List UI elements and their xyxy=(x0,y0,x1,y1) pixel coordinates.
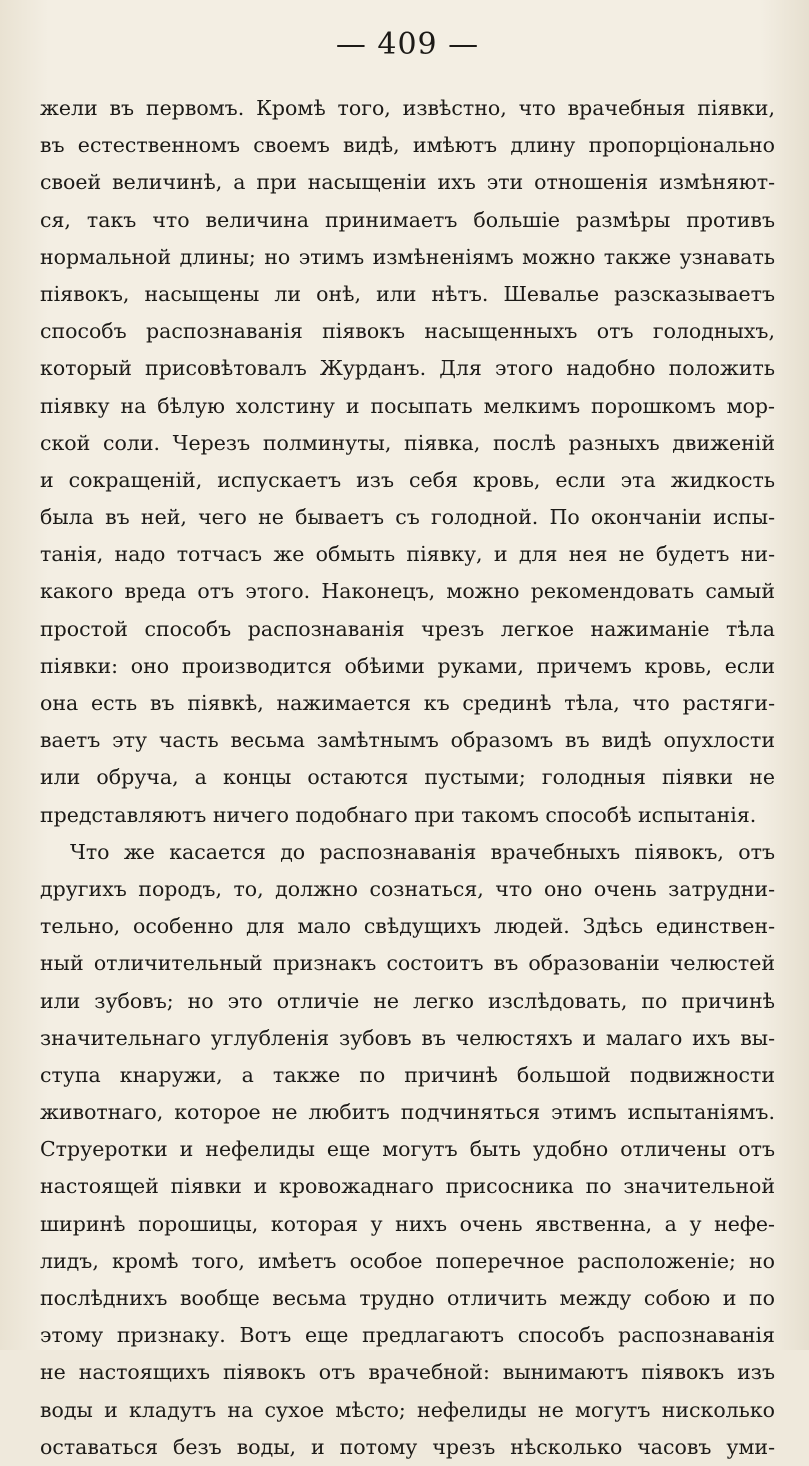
text-line: танія, надо тотчасъ же обмыть піявку, и для нея не будетъ ни- xyxy=(40,542,775,567)
text-line: въ естественномъ своемъ видѣ, имѣютъ длину пропорціонально xyxy=(40,133,775,158)
text-line: ступа кнаружи, а также по причинѣ большой подвижности xyxy=(40,1062,775,1087)
text-line: оставаться безъ воды, и потому чрезъ нѣсколько часовъ уми- xyxy=(40,1434,775,1459)
text-line: піявку на бѣлую холстину и посыпать мелкимъ порошкомъ мор- xyxy=(40,393,775,418)
text-line: простой способъ распознаванія чрезъ легкое нажиманіе тѣла xyxy=(40,616,775,641)
text-line: значительнаго углубленія зубовъ въ челюстяхъ и малаго ихъ вы- xyxy=(40,1025,775,1050)
text-line: настоящей піявки и кровожаднаго присосника по значительной xyxy=(40,1174,775,1199)
text-line: Струеротки и нефелиды еще могутъ быть удобно отличены отъ xyxy=(40,1137,775,1162)
text-line: не настоящихъ піявокъ отъ врачебной: вынимаютъ піявокъ изъ xyxy=(40,1360,775,1385)
text-line: ный отличительный признакъ состоитъ въ образованіи челюстей xyxy=(40,951,775,976)
text-line: нормальной длины; но этимъ измѣненіямъ можно также узнавать xyxy=(40,244,775,269)
text-line: другихъ породъ, то, должно сознаться, что оно очень затрудни- xyxy=(40,876,775,901)
text-line: этому признаку. Вотъ еще предлагаютъ способъ распознаванія xyxy=(40,1323,775,1348)
text-line: піявки: оно производится обѣими руками, причемъ кровь, если xyxy=(40,653,775,678)
text-line: послѣднихъ вообще весьма трудно отличить между собою и по xyxy=(40,1286,775,1310)
text-line: ваетъ эту часть весьма замѣтнымъ образомъ въ видѣ опухлости xyxy=(40,728,775,753)
text-line: піявокъ, насыщены ли онѣ, или нѣтъ. Шевалье разсказываетъ xyxy=(40,281,775,306)
paragraph xyxy=(40,90,775,834)
text-line: и сокращеній, испускаетъ изъ себя кровь, если эта жидкость xyxy=(40,467,775,492)
text-line: ся, такъ что величина принимаетъ большіе размѣры противъ xyxy=(40,207,775,232)
paragraph xyxy=(40,834,775,1466)
text-line: лидъ, кромѣ того, имѣетъ особое поперечное расположеніе; но xyxy=(40,1248,775,1273)
text-line: жели въ первомъ. Кромѣ того, извѣстно, что врачебныя піявки, xyxy=(40,96,775,120)
text-line: который присовѣтовалъ Журданъ. Для этого надобно положить xyxy=(40,356,775,381)
text-line: способъ распознаванія піявокъ насыщенныхъ отъ голодныхъ, xyxy=(40,319,775,344)
text-line: тельно, особенно для мало свѣдущихъ людей. Здѣсь единствен- xyxy=(40,914,775,939)
text-line: или зубовъ; но это отличіе не легко изслѣдовать, по причинѣ xyxy=(40,988,775,1013)
text-line: своей величинѣ, а при насыщеніи ихъ эти отношенія измѣняют- xyxy=(40,170,775,195)
text-line: была въ ней, чего не бываетъ съ голодной. По окончаніи испы- xyxy=(40,505,775,530)
text-line: она есть въ піявкѣ, нажимается къ срединѣ тѣла, что растяги- xyxy=(40,691,775,715)
text-line: представляютъ ничего подобнаго при такомъ способѣ испытанія. xyxy=(40,802,757,827)
text-line: или обруча, а концы остаются пустыми; голодныя піявки не xyxy=(40,765,775,790)
text-line: ширинѣ порошицы, которая у нихъ очень явственна, а у нефе- xyxy=(40,1211,775,1236)
text-line: Что же касается до распознаванія врачебныхъ піявокъ, отъ xyxy=(70,839,775,864)
text-line: животнаго, которое не любитъ подчиняться этимъ испытаніямъ. xyxy=(40,1100,775,1125)
page-number: — 409 — xyxy=(335,27,480,62)
body-text xyxy=(40,90,775,1466)
text-line: ской соли. Черезъ полминуты, піявка, послѣ разныхъ движеній xyxy=(40,430,775,455)
text-line: воды и кладутъ на сухое мѣсто; нефелиды не могутъ нисколько xyxy=(40,1397,775,1422)
text-line: какого вреда отъ этого. Наконецъ, можно рекомендовать самый xyxy=(40,579,775,604)
